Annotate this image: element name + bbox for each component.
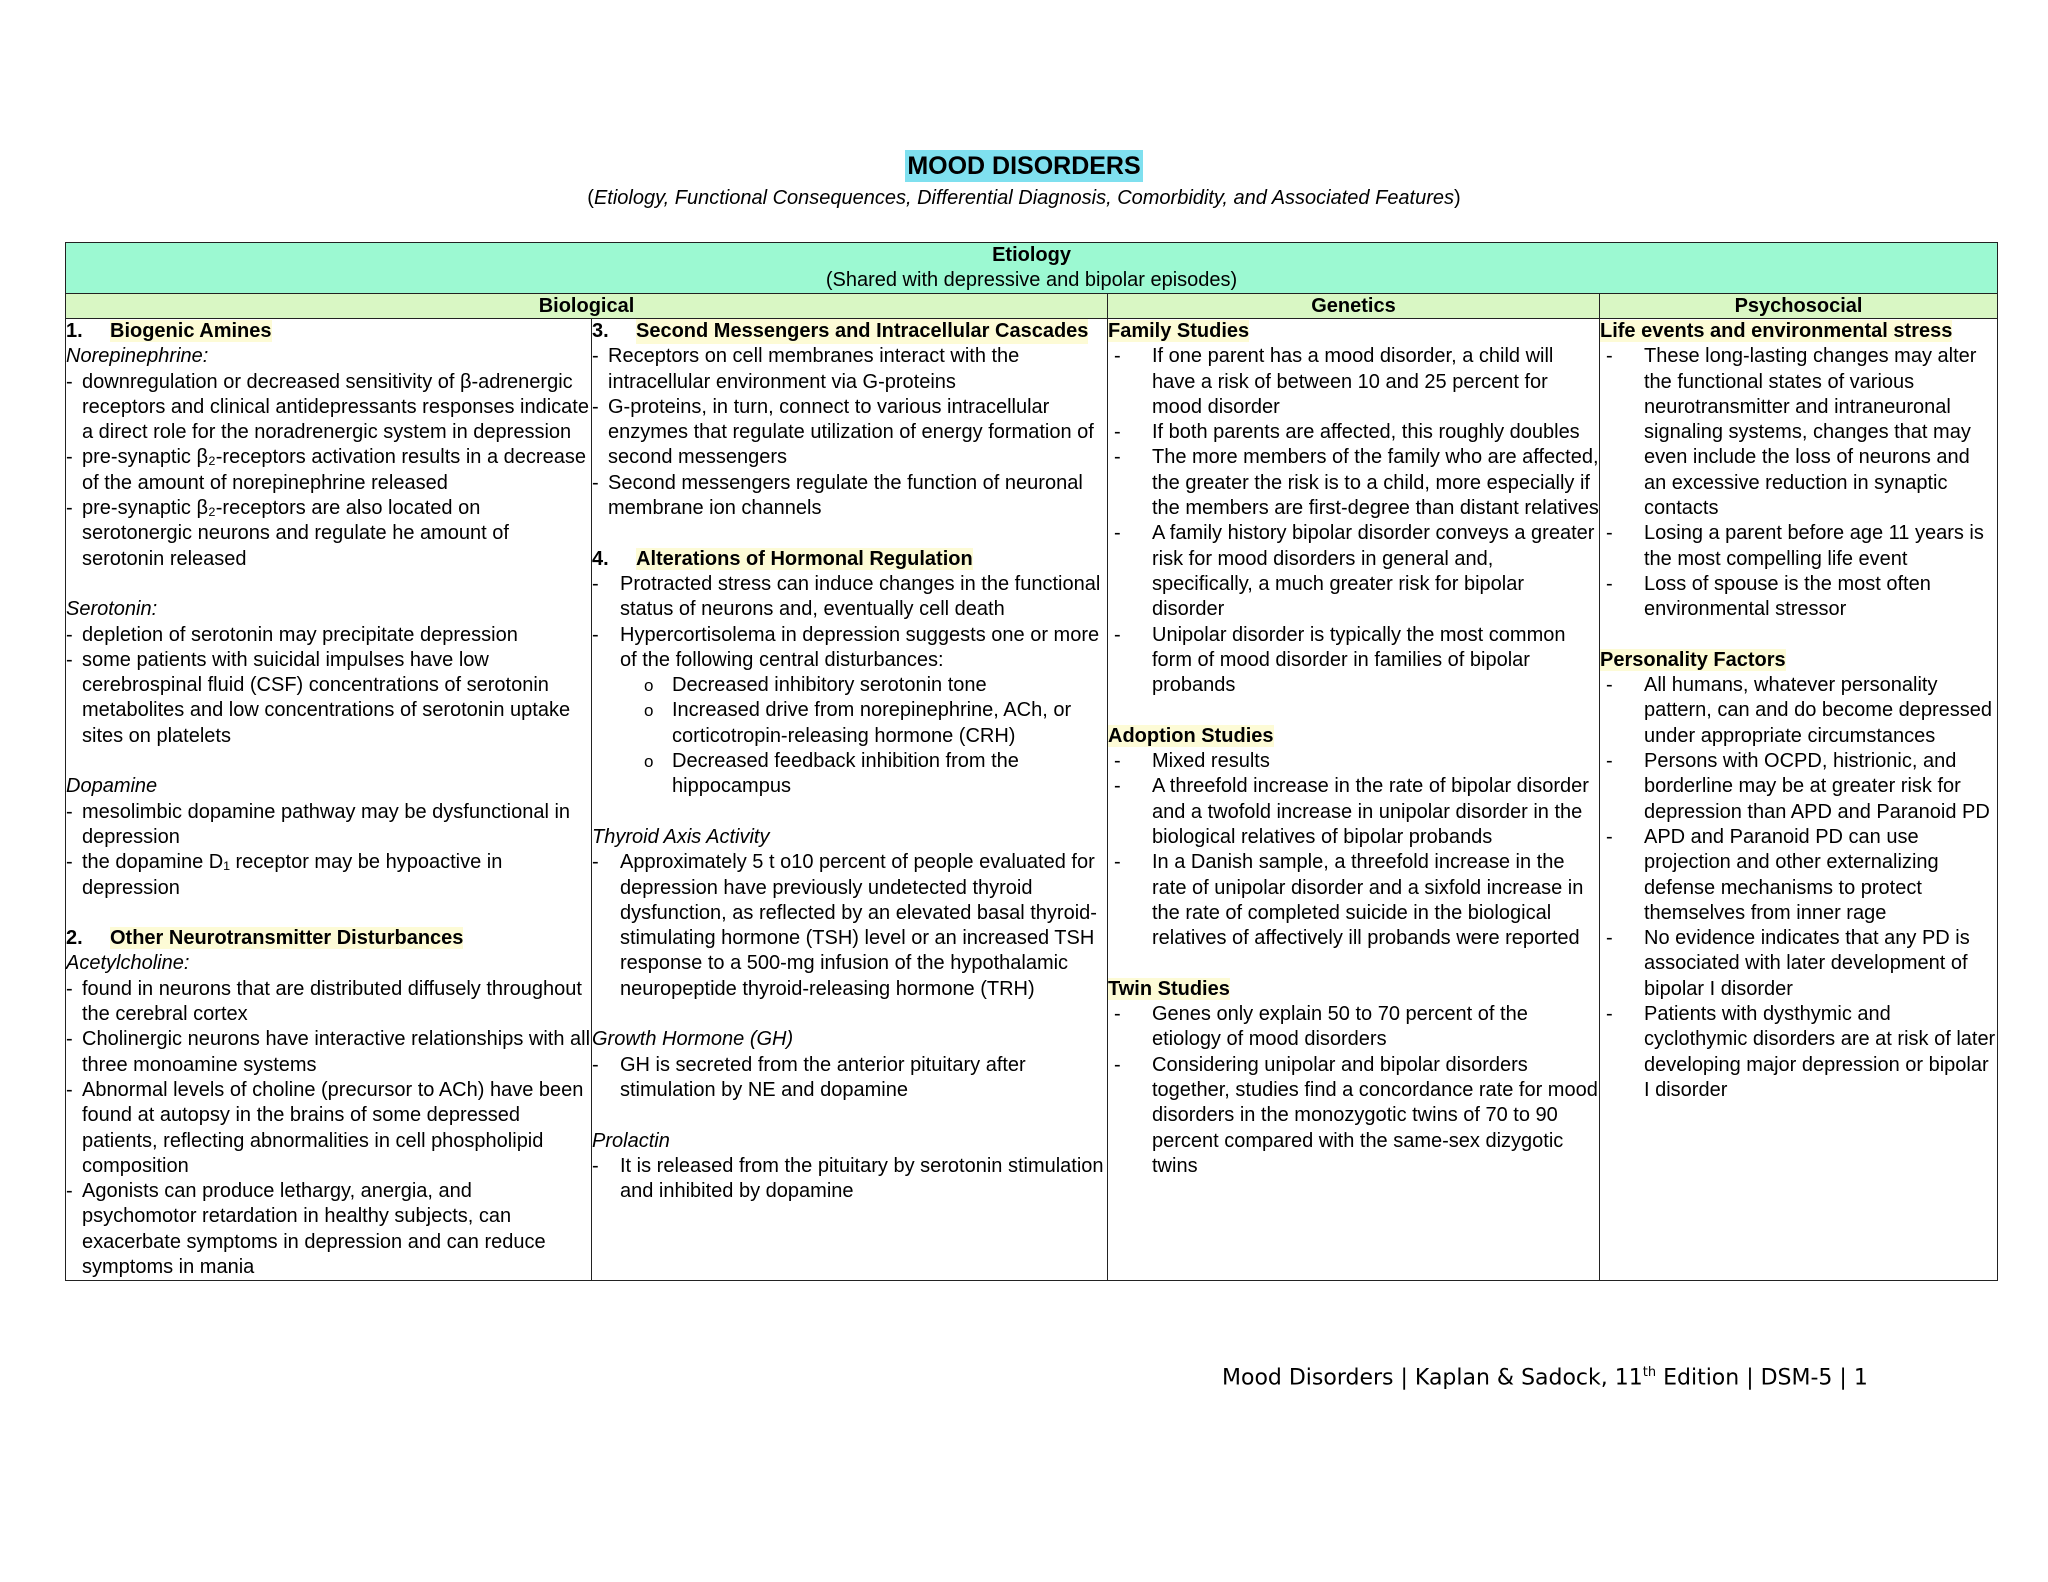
- section-number: 4.: [592, 547, 609, 570]
- family-studies-heading: Family Studies: [1108, 320, 1250, 342]
- adoption-studies-list: [1108, 749, 1599, 951]
- section-heading-hormonal-regulation: Alterations of Hormonal Regulation: [636, 547, 973, 570]
- norepinephrine-label: Norepinephrine:: [66, 345, 209, 368]
- genetics-cell: [1108, 319, 1600, 1281]
- list-item: - the dopamine D₁ receptor may be hypoactive in depression: [66, 850, 591, 901]
- list-item: - depletion of serotonin may precipitate depression: [66, 623, 591, 648]
- etiology-subtitle: (Shared with depressive and bipolar episodes): [825, 269, 1238, 291]
- subtitle-open-paren: (: [587, 187, 594, 209]
- list-item: - Losing a parent before age 11 years is the most compelling life event: [1600, 521, 1997, 572]
- adoption-studies-heading: Adoption Studies: [1108, 724, 1274, 747]
- list-item: - found in neurons that are distributed diffusely throughout the cerebral cortex: [66, 977, 591, 1028]
- list-item: - Approximately 5 t o10 percent of people evaluated for depression have previously undetected thyroid dysfunction, as reflected by an elevated basal thyroid-stimulating hormone (TSH) level or an increased TSH response to a 500-mg infusion of the hypothalamic neuropeptide thyroid-releasing hormone (TRH): [592, 850, 1107, 1002]
- list-item: - Persons with OCPD, histrionic, and borderline may be at greater risk for depression than APD and Paranoid PD: [1600, 749, 1997, 825]
- list-item: - No evidence indicates that any PD is associated with later development of bipolar I disorder: [1600, 926, 1997, 1002]
- list-item: - Patients with dysthymic and cyclothymic disorders are at risk of later developing major depression or bipolar I disorder: [1600, 1002, 1997, 1103]
- list-item: - Agonists can produce lethargy, anergia, and psychomotor retardation in healthy subjects, can exacerbate symptoms in depression and can reduce symptoms in mania: [66, 1179, 591, 1280]
- etiology-table: [65, 242, 1998, 1281]
- biological-cell-1: [66, 319, 592, 1281]
- footer-superscript: th: [1642, 1365, 1657, 1380]
- list-item-text: Hypercortisolema in depression suggests one or more of the following central disturbances:: [620, 623, 1100, 671]
- sub-list-item: o Increased drive from norepinephrine, ACh, or corticotropin-releasing hormone (CRH): [644, 698, 1107, 749]
- section-number: 2.: [66, 927, 83, 950]
- acetylcholine-list: [66, 977, 591, 1281]
- subtitle-close-paren: ): [1454, 187, 1461, 209]
- hormonal-regulation-list: [592, 572, 1107, 800]
- list-item: - These long-lasting changes may alter the functional states of various neurotransmitter and intraneuronal signaling systems, changes that may even include the loss of neurons and an excessive reduction in synaptic contacts: [1600, 344, 1997, 521]
- list-item: - Mixed results: [1108, 749, 1599, 774]
- col-header-genetics: Genetics: [1108, 294, 1600, 319]
- personality-factors-list: [1600, 673, 1997, 1103]
- list-item: - Genes only explain 50 to 70 percent of the etiology of mood disorders: [1108, 1002, 1599, 1053]
- list-item: - Cholinergic neurons have interactive relationships with all three monoamine systems: [66, 1027, 591, 1078]
- subtitle-text: Etiology, Functional Consequences, Differential Diagnosis, Comorbidity, and Associated Features: [593, 187, 1455, 209]
- twin-studies-list: [1108, 1002, 1599, 1179]
- list-item: - Considering unipolar and bipolar disorders together, studies find a concordance rate for mood disorders in the monozygotic twins of 70 to 90 percent compared with the same-sex dizygotic twins: [1108, 1053, 1599, 1179]
- second-messengers-list: [592, 344, 1107, 521]
- prolactin-label: Prolactin: [592, 1129, 670, 1152]
- list-item: - Receptors on cell membranes interact with the intracellular environment via G-proteins: [592, 344, 1107, 395]
- etiology-header: [66, 243, 1998, 294]
- sub-list-item: o Decreased inhibitory serotonin tone: [644, 673, 1107, 698]
- list-item: - If both parents are affected, this roughly doubles: [1108, 420, 1599, 445]
- footer-text-end: Edition | DSM-5 | 1: [1656, 1365, 1868, 1391]
- growth-hormone-list: [592, 1053, 1107, 1104]
- list-item: - mesolimbic dopamine pathway may be dysfunctional in depression: [66, 800, 591, 851]
- list-item: - G-proteins, in turn, connect to various intracellular enzymes that regulate utilization of energy formation of second messengers: [592, 395, 1107, 471]
- life-events-heading: Life events and environmental stress: [1600, 320, 1953, 342]
- sub-list: [620, 673, 1107, 799]
- list-item: - downregulation or decreased sensitivity of β-adrenergic receptors and clinical antidepressants responses indicate a direct role for the noradrenergic system in depression: [66, 370, 591, 446]
- biological-cell-2: [592, 319, 1108, 1281]
- personality-factors-heading: Personality Factors: [1600, 648, 1786, 671]
- list-item: - A family history bipolar disorder conveys a greater risk for mood disorders in general and, specifically, a much greater risk for bipolar disorder: [1108, 521, 1599, 622]
- prolactin-list: [592, 1154, 1107, 1205]
- list-item: - some patients with suicidal impulses have low cerebrospinal fluid (CSF) concentrations of serotonin metabolites and low concentrations of serotonin uptake sites on platelets: [66, 648, 591, 749]
- page-subtitle: [0, 184, 2048, 212]
- section-number: 1.: [66, 320, 83, 342]
- thyroid-label: Thyroid Axis Activity: [592, 825, 770, 848]
- list-item: - pre-synaptic β₂-receptors are also located on serotonergic neurons and regulate he amount of serotonin released: [66, 496, 591, 572]
- psychosocial-cell: [1600, 319, 1998, 1281]
- list-item: - Abnormal levels of choline (precursor to ACh) have been found at autopsy in the brains of some depressed patients, reflecting abnormalities in cell phospholipid composition: [66, 1078, 591, 1179]
- page-title: MOOD DISORDERS: [907, 152, 1141, 180]
- family-studies-list: [1108, 344, 1599, 698]
- twin-studies-heading: Twin Studies: [1108, 977, 1230, 1000]
- sub-list-item: o Decreased feedback inhibition from the hippocampus: [644, 749, 1107, 800]
- section-number: 3.: [592, 320, 609, 342]
- list-item: - In a Danish sample, a threefold increase in the rate of unipolar disorder and a sixfold increase in the rate of completed suicide in the biological relatives of affectively ill probands were reported: [1108, 850, 1599, 951]
- list-item: - APD and Paranoid PD can use projection and other externalizing defense mechanisms to protect themselves from inner rage: [1600, 825, 1997, 926]
- list-item: - Second messengers regulate the function of neuronal membrane ion channels: [592, 471, 1107, 522]
- list-item: - Protracted stress can induce changes in the functional status of neurons and, eventually cell death: [592, 572, 1107, 623]
- list-item: - A threefold increase in the rate of bipolar disorder and a twofold increase in unipolar disorder in the biological relatives of bipolar probands: [1108, 774, 1599, 850]
- etiology-title: Etiology: [992, 244, 1071, 266]
- serotonin-label: Serotonin:: [66, 598, 158, 621]
- list-item: [592, 623, 1107, 800]
- thyroid-list: [592, 850, 1107, 1002]
- col-header-biological: Biological: [66, 294, 1108, 319]
- list-item: - All humans, whatever personality pattern, can and do become depressed under appropriate circumstances: [1600, 673, 1997, 749]
- footer-text: Mood Disorders | Kaplan & Sadock, 11: [1222, 1365, 1643, 1391]
- list-item: - GH is secreted from the anterior pituitary after stimulation by NE and dopamine: [592, 1053, 1107, 1104]
- dopamine-label: Dopamine: [66, 775, 158, 798]
- list-item: - If one parent has a mood disorder, a child will have a risk of between 10 and 25 percent for mood disorder: [1108, 344, 1599, 420]
- norepinephrine-list: [66, 370, 591, 572]
- section-heading-other-neurotransmitters: Other Neurotransmitter Disturbances: [110, 927, 464, 950]
- document-header: [0, 150, 2048, 212]
- acetylcholine-label: Acetylcholine:: [66, 952, 190, 975]
- list-item: - Unipolar disorder is typically the most common form of mood disorder in families of bipolar probands: [1108, 623, 1599, 699]
- section-heading-biogenic-amines: Biogenic Amines: [110, 320, 272, 342]
- growth-hormone-label: Growth Hormone (GH): [592, 1028, 794, 1051]
- list-item: - It is released from the pituitary by serotonin stimulation and inhibited by dopamine: [592, 1154, 1107, 1205]
- serotonin-list: [66, 623, 591, 749]
- list-item: - Loss of spouse is the most often environmental stressor: [1600, 572, 1997, 623]
- page-footer: [1222, 1365, 1868, 1390]
- section-heading-second-messengers: Second Messengers and Intracellular Cascades: [636, 319, 1088, 344]
- col-header-psychosocial: Psychosocial: [1600, 294, 1998, 319]
- list-item: - pre-synaptic β₂-receptors activation results in a decrease of the amount of norepinephrine released: [66, 445, 591, 496]
- life-events-list: [1600, 344, 1997, 622]
- list-item: - The more members of the family who are affected, the greater the risk is to a child, more especially if the members are first-degree than distant relatives: [1108, 445, 1599, 521]
- dopamine-list: [66, 800, 591, 901]
